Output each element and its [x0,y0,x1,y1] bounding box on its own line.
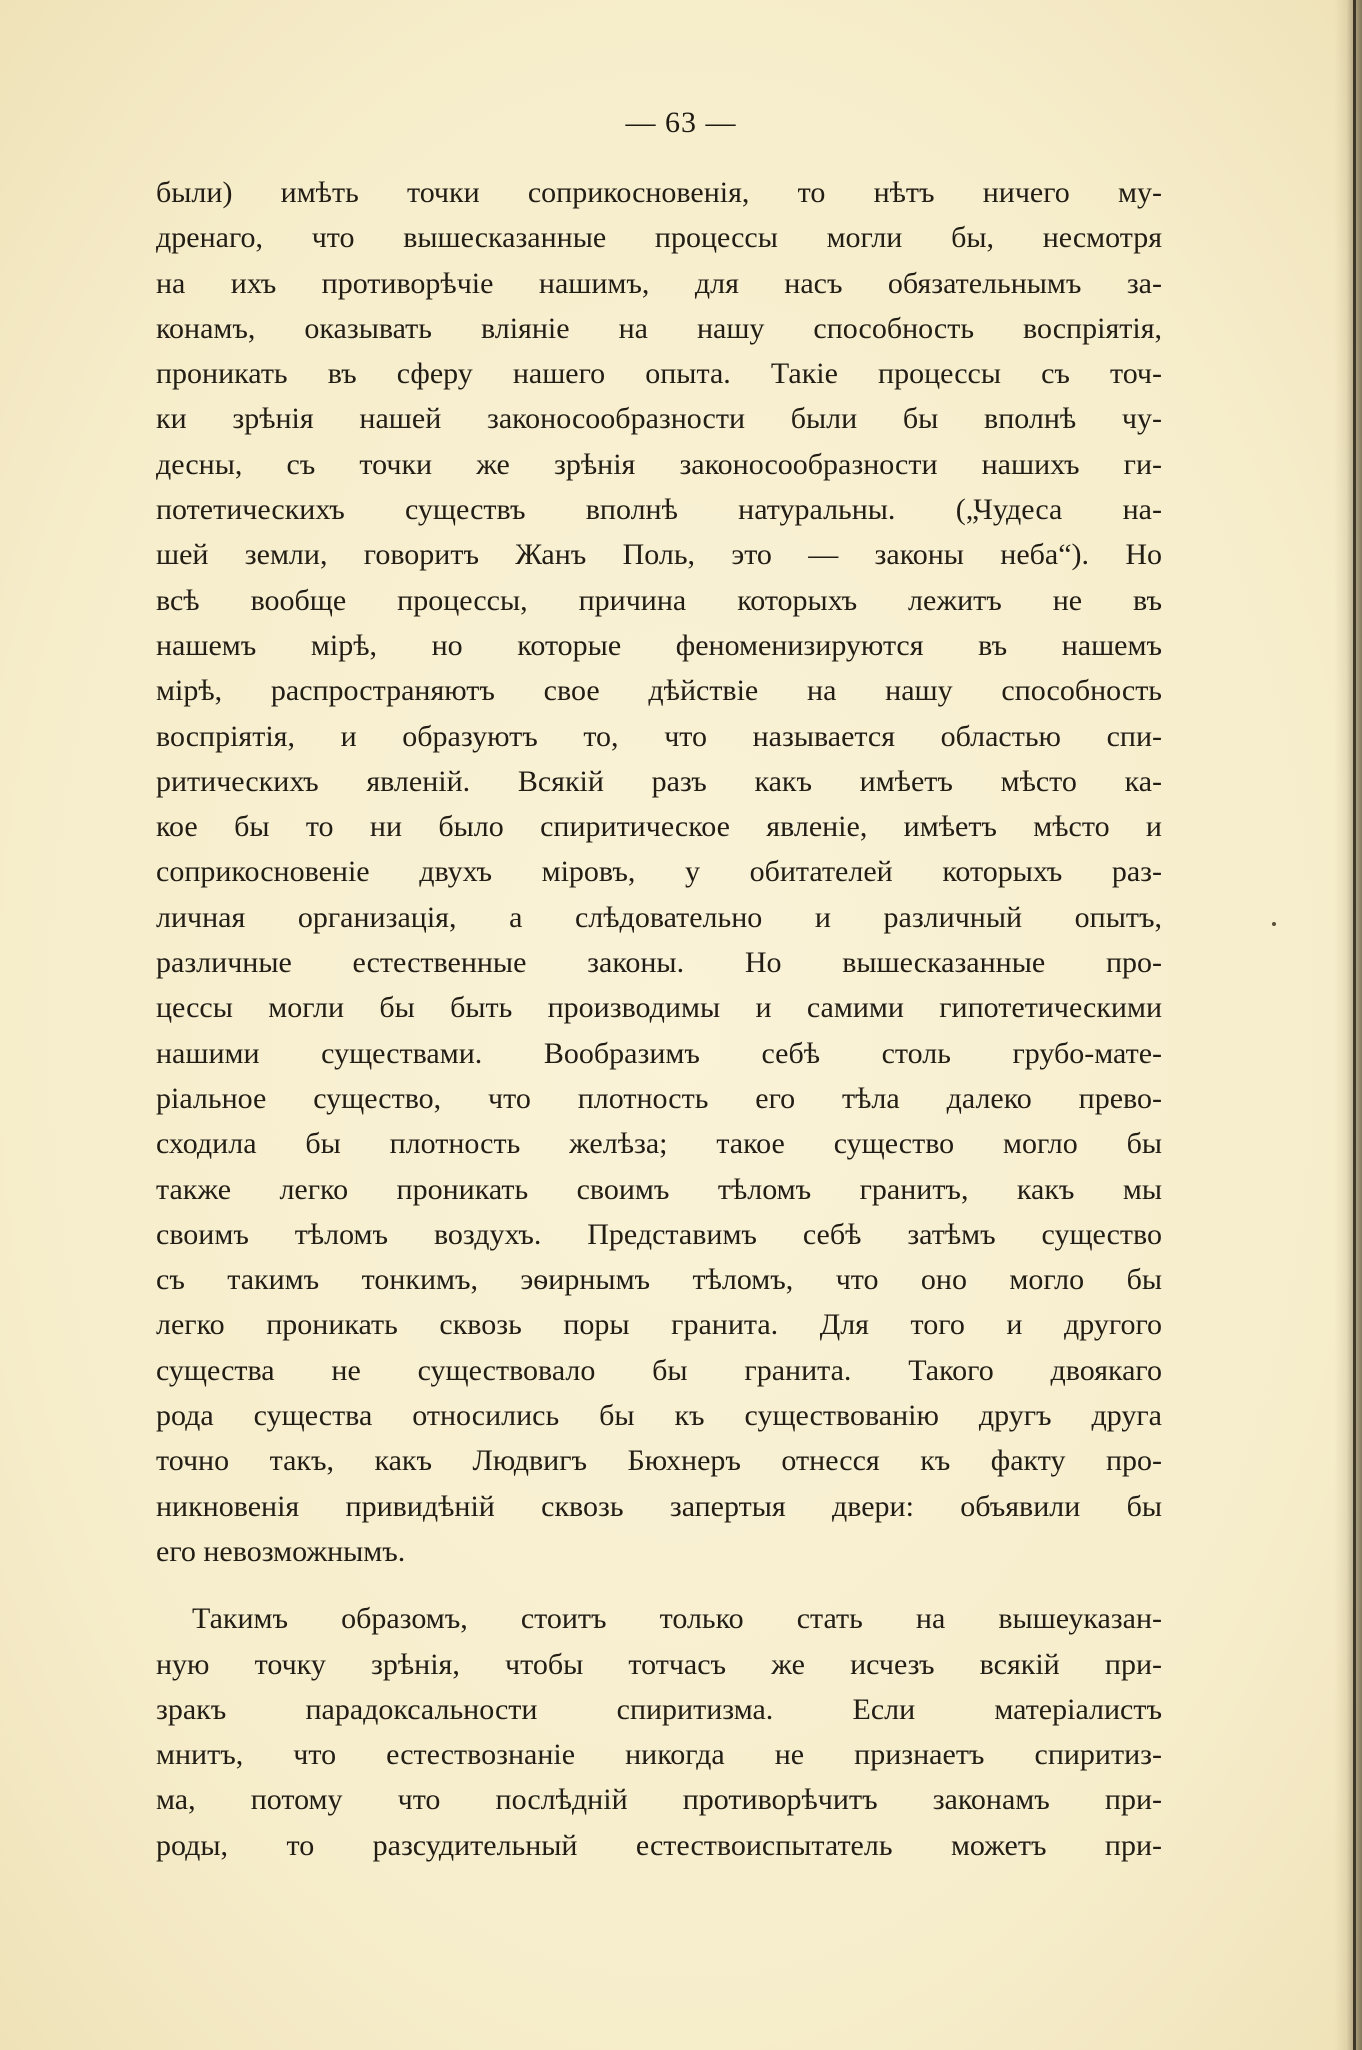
text-line: ріальное существо, что плотность его тѣла далеко прево- [156,1081,1162,1115]
paragraph-2 [156,1596,1162,1868]
text-line: были) имѣть точки соприкосновенія, то нѣтъ ничего му- [156,176,1162,209]
text-line: также легко проникать своимъ тѣломъ гранитъ, какъ мы [156,1172,1162,1206]
text-line: соприкосновеніе двухъ міровъ, у обитателей которыхъ раз- [156,855,1162,889]
text-line: своимъ тѣломъ воздухъ. Представимъ себѣ затѣмъ существо [156,1217,1162,1251]
text-line: различные естественные законы. Но вышесказанные про- [156,946,1162,980]
text-line: потетическихъ существъ вполнѣ натуральны. („Чудеса на- [156,493,1162,527]
text-line: ритическихъ явленій. Всякій разъ какъ имѣетъ мѣсто ка- [156,764,1162,798]
text-line: ную точку зрѣнія, чтобы тотчасъ же исчезъ всякій при- [156,1647,1162,1681]
text-line: нашими существами. Вообразимъ себѣ столь грубо-мате- [156,1036,1162,1070]
page-number: — 63 — [625,106,737,139]
text-line: существа не существовало бы гранита. Такого двоякаго [156,1353,1162,1387]
text-line: нашемъ мірѣ, но которые феноменизируются въ нашемъ [156,628,1162,662]
text-line: Такимъ образомъ, стоитъ только стать на вышеуказан- [192,1602,1162,1636]
text-line: воспріятія, и образуютъ то, что называется областью спи- [156,719,1162,753]
page-edge-line [1353,0,1356,2050]
text-line: сходила бы плотность желѣза; такое существо могло бы [156,1127,1162,1161]
text-line: личная организація, а слѣдовательно и различный опытъ, [156,900,1162,934]
body-text [156,170,1162,1868]
paragraph-gap [156,1574,1162,1596]
text-line: ки зрѣнія нашей законосообразности были бы вполнѣ чу- [156,402,1162,436]
text-line: зракъ парадоксальности спиритизма. Если матеріалистъ [156,1692,1162,1726]
text-line: конамъ, оказывать вліяніе на нашу способность воспріятія, [156,311,1162,345]
text-line: мірѣ, распространяютъ свое дѣйствіе на нашу способность [156,674,1162,708]
text-line: никновенія привидѣній сквозь запертыя двери: объявили бы [156,1489,1162,1523]
text-line: десны, съ точки же зрѣнія законосообразности нашихъ ги- [156,447,1162,481]
text-line: его невозможнымъ. [156,1534,406,1568]
paragraph-1 [156,170,1162,1574]
page-edge-shadow [1334,0,1362,2050]
ink-speck [1272,922,1276,926]
text-line: рода существа относились бы къ существованію другъ друга [156,1399,1162,1433]
text-line: точно такъ, какъ Людвигъ Бюхнеръ отнесся къ факту про- [156,1444,1162,1478]
text-line: роды, то разсудительный естествоиспытатель можетъ при- [156,1828,1162,1862]
text-line: цессы могли бы быть производимы и самими гипотетическими [156,991,1162,1025]
text-line: всѣ вообще процессы, причина которыхъ лежитъ не въ [156,583,1162,617]
text-line: дренаго, что вышесказанные процессы могли бы, несмотря [156,221,1162,255]
text-line: на ихъ противорѣчіе нашимъ, для насъ обязательнымъ за- [156,266,1162,300]
text-line: шей земли, говоритъ Жанъ Поль, это — законы неба“). Но [156,538,1162,572]
text-line: мнитъ, что естествознаніе никогда не признаетъ спиритиз- [156,1738,1162,1772]
text-line: съ такимъ тонкимъ, эѳирнымъ тѣломъ, что оно могло бы [156,1263,1162,1297]
text-line: ма, потому что послѣдній противорѣчитъ законамъ при- [156,1783,1162,1817]
text-line: легко проникать сквозь поры гранита. Для того и другого [156,1308,1162,1342]
text-line: кое бы то ни было спиритическое явленіе, имѣетъ мѣсто и [156,810,1162,844]
text-line: проникать въ сферу нашего опыта. Такіе процессы съ точ- [156,357,1162,391]
